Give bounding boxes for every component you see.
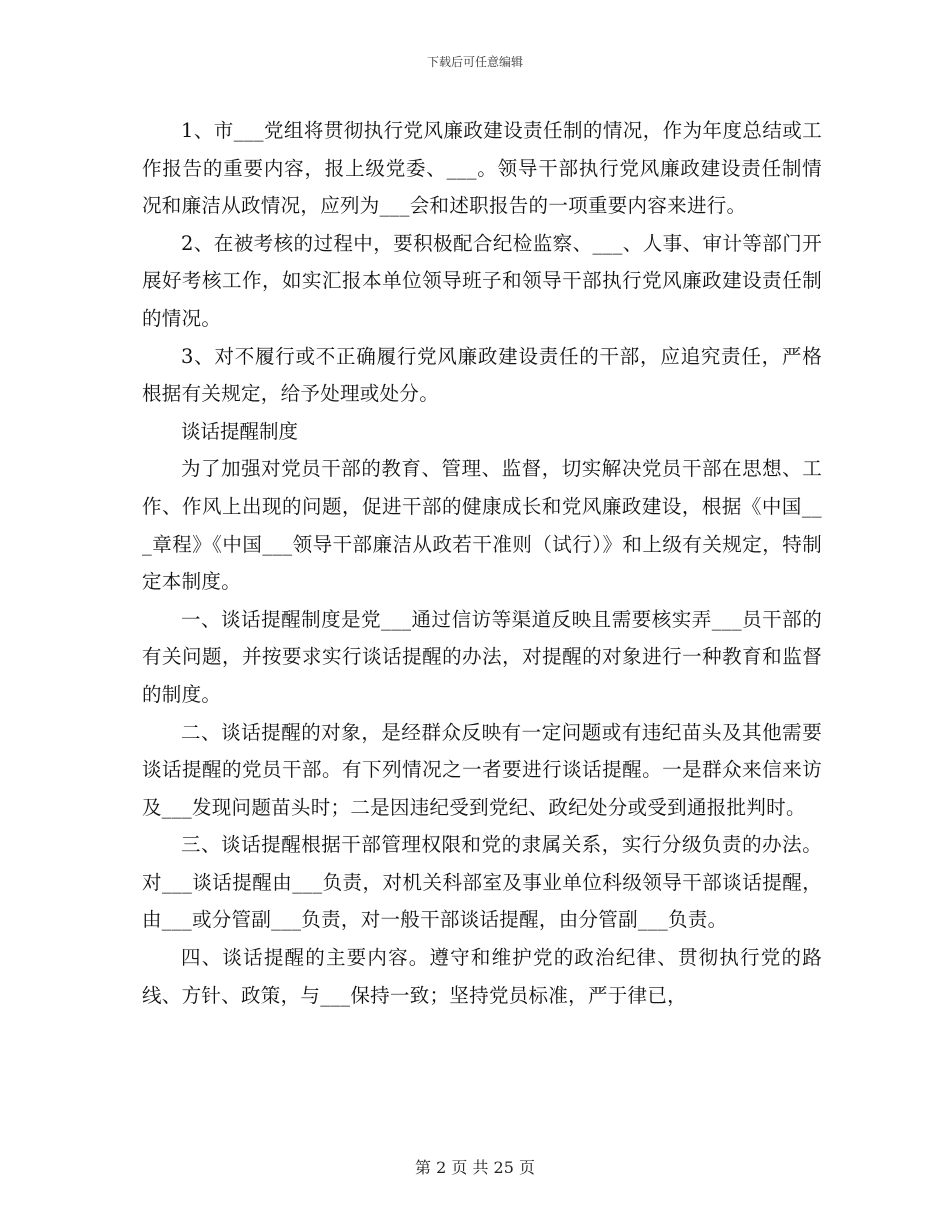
document-body <box>142 112 822 1014</box>
page-header: 下载后可任意编辑 <box>426 55 523 69</box>
paragraph-item-3: 三、谈话提醒根据干部管理权限和党的隶属关系，实行分级负责的办法。对___谈话提醒由___负责，对机关科部室及事业单位科级领导干部谈话提醒，由___或分管副___负责，对一般干部谈话提醒，由分管副___负责。 <box>142 833 822 932</box>
paragraph-2: 2、在被考核的过程中，要积极配合纪检监察、___、人事、审计等部门开展好考核工作，如实汇报本单位领导班子和领导干部执行党风廉政建设责任制的情况。 <box>142 231 822 330</box>
section-heading: 谈话提醒制度 <box>181 419 299 443</box>
paragraph-1: 1、市___党组将贯彻执行党风廉政建设责任制的情况，作为年度总结或工作报告的重要内容，报上级党委、___。领导干部执行党风廉政建设责任制情况和廉洁从政情况，应列为___会和述职报告的一项重要内容来进行。 <box>142 119 822 218</box>
paragraph-item-2: 二、谈话提醒的对象，是经群众反映有一定问题或有违纪苗头及其他需要谈话提醒的党员干部。有下列情况之一者要进行谈话提醒。一是群众来信来访及___发现问题苗头时；二是因违纪受到党纪、政纪处分或受到通报批判时。 <box>142 720 822 819</box>
paragraph-intro: 为了加强对党员干部的教育、管理、监督，切实解决党员干部在思想、工作、作风上出现的问题，促进干部的健康成长和党风廉政建设，根据《中国___章程》《中国___领导干部廉洁从政若干准则（试行）》和上级有关规定，特制定本制度。 <box>142 457 822 594</box>
paragraph-item-1: 一、谈话提醒制度是党___通过信访等渠道反映且需要核实弄___员干部的有关问题，并按要求实行谈话提醒的办法，对提醒的对象进行一种教育和监督的制度。 <box>142 607 822 706</box>
paragraph-3: 3、对不履行或不正确履行党风廉政建设责任的干部，应追究责任，严格根据有关规定，给予处理或处分。 <box>142 344 822 406</box>
page-number: 第 2 页 共 25 页 <box>415 1158 535 1177</box>
paragraph-item-4: 四、谈话提醒的主要内容。遵守和维护党的政治纪律、贯彻执行党的路线、方针、政策，与___保持一致；坚持党员标准，严于律已， <box>142 946 822 1007</box>
